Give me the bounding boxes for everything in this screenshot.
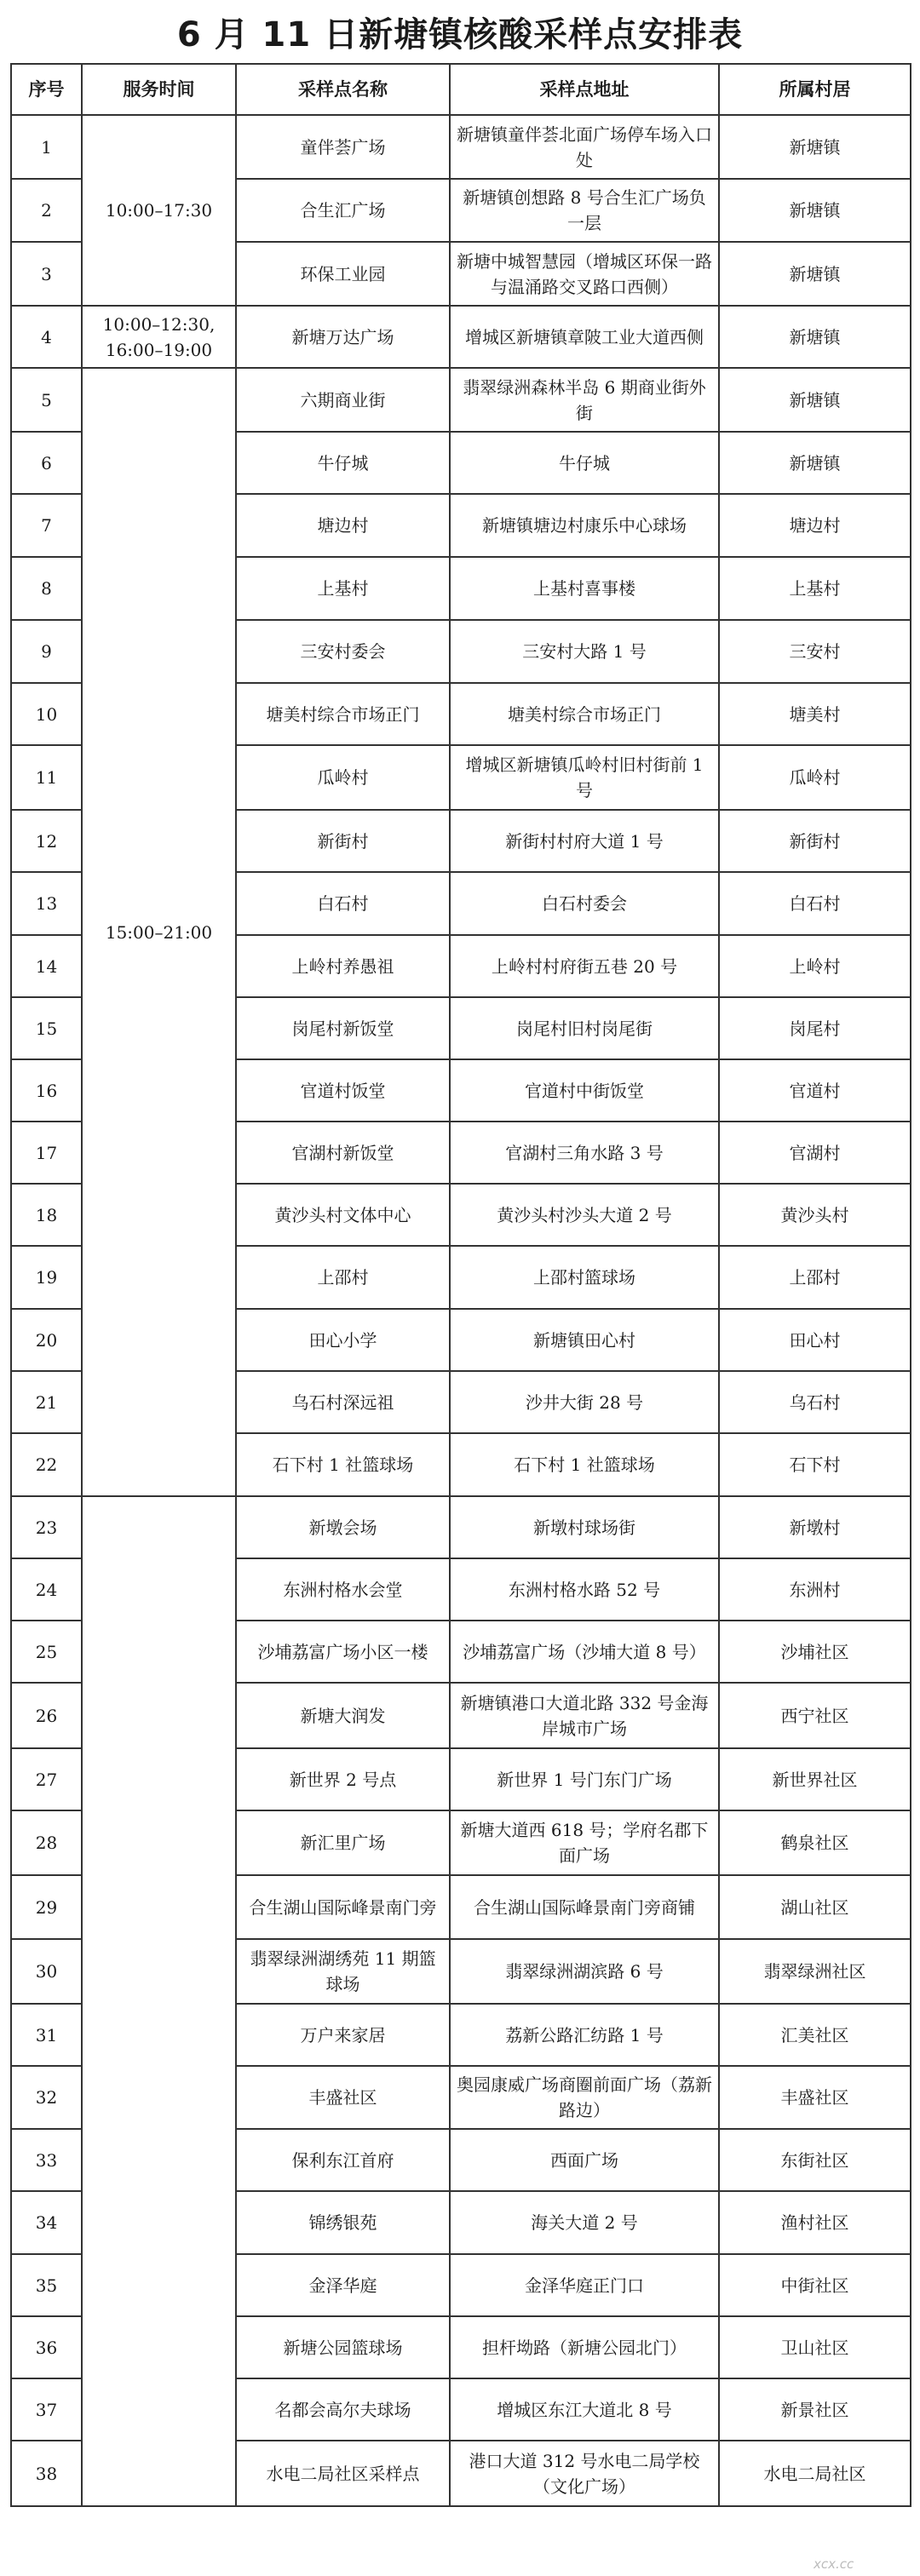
site-name: 乌石村深远祖 [236, 1371, 450, 1433]
site-address: 新塘镇童伴荟北面广场停车场入口处 [450, 115, 719, 179]
site-name: 新塘公园篮球场 [236, 2316, 450, 2378]
site-village: 东街社区 [719, 2129, 911, 2191]
table-row [11, 306, 911, 368]
site-village: 渔村社区 [719, 2191, 911, 2254]
row-index: 6 [11, 432, 82, 494]
site-address: 新塘镇塘边村康乐中心球场 [450, 494, 719, 557]
site-name: 塘边村 [236, 494, 450, 557]
sampling-schedule-table [10, 63, 911, 2507]
site-village: 翡翠绿洲社区 [719, 1939, 911, 2004]
site-name: 环保工业园 [236, 242, 450, 306]
site-address: 荔新公路汇纺路 1 号 [450, 2004, 719, 2066]
site-village: 卫山社区 [719, 2316, 911, 2378]
header-name: 采样点名称 [236, 64, 450, 115]
site-village: 新墩村 [719, 1496, 911, 1558]
row-index: 17 [11, 1122, 82, 1184]
row-index: 33 [11, 2129, 82, 2191]
site-address: 新塘大道西 618 号；学府名郡下面广场 [450, 1810, 719, 1875]
row-index: 13 [11, 872, 82, 935]
site-name: 三安村委会 [236, 620, 450, 683]
site-address: 增城区新塘镇章陂工业大道西侧 [450, 306, 719, 368]
site-name: 万户来家居 [236, 2004, 450, 2066]
site-village: 东洲村 [719, 1558, 911, 1621]
site-address: 增城区新塘镇瓜岭村旧村街前 1 号 [450, 745, 719, 810]
site-village: 沙埔社区 [719, 1621, 911, 1683]
site-address: 官道村中街饭堂 [450, 1059, 719, 1122]
site-name: 金泽华庭 [236, 2254, 450, 2316]
site-village: 丰盛社区 [719, 2066, 911, 2129]
row-index: 9 [11, 620, 82, 683]
site-address: 官湖村三角水路 3 号 [450, 1122, 719, 1184]
site-name: 上岭村养愚祖 [236, 935, 450, 997]
site-address: 牛仔城 [450, 432, 719, 494]
site-village: 白石村 [719, 872, 911, 935]
site-village: 中街社区 [719, 2254, 911, 2316]
site-name: 合生湖山国际峰景南门旁 [236, 1875, 450, 1939]
row-index: 30 [11, 1939, 82, 2004]
site-village: 新塘镇 [719, 242, 911, 306]
row-index: 28 [11, 1810, 82, 1875]
site-address: 上邵村篮球场 [450, 1246, 719, 1309]
site-address: 新塘镇港口大道北路 332 号金海岸城市广场 [450, 1683, 719, 1748]
site-village: 官道村 [719, 1059, 911, 1122]
site-village: 上基村 [719, 557, 911, 620]
site-village: 西宁社区 [719, 1683, 911, 1748]
site-address: 新世界 1 号门东门广场 [450, 1748, 719, 1810]
site-name: 上邵村 [236, 1246, 450, 1309]
site-address: 海关大道 2 号 [450, 2191, 719, 2254]
site-address: 岗尾村旧村岗尾街 [450, 997, 719, 1059]
site-address: 新塘中城智慧园（增城区环保一路与温涌路交叉路口西侧） [450, 242, 719, 306]
row-index: 34 [11, 2191, 82, 2254]
site-address: 黄沙头村沙头大道 2 号 [450, 1184, 719, 1246]
site-name: 上基村 [236, 557, 450, 620]
site-address: 新塘镇田心村 [450, 1309, 719, 1371]
site-address: 上基村喜事楼 [450, 557, 719, 620]
site-village: 鹤泉社区 [719, 1810, 911, 1875]
site-village: 三安村 [719, 620, 911, 683]
table-header-row [11, 64, 911, 115]
site-name: 新汇里广场 [236, 1810, 450, 1875]
site-village: 新塘镇 [719, 432, 911, 494]
site-village: 瓜岭村 [719, 745, 911, 810]
row-index: 5 [11, 368, 82, 432]
row-index: 25 [11, 1621, 82, 1683]
site-address: 担杆坳路（新塘公园北门） [450, 2316, 719, 2378]
site-address: 沙井大街 28 号 [450, 1371, 719, 1433]
site-village: 新塘镇 [719, 368, 911, 432]
site-name: 官湖村新饭堂 [236, 1122, 450, 1184]
site-name: 丰盛社区 [236, 2066, 450, 2129]
site-name: 童伴荟广场 [236, 115, 450, 179]
row-index: 18 [11, 1184, 82, 1246]
site-address: 上岭村村府街五巷 20 号 [450, 935, 719, 997]
row-index: 27 [11, 1748, 82, 1810]
site-name: 锦绣银苑 [236, 2191, 450, 2254]
row-index: 16 [11, 1059, 82, 1122]
site-village: 石下村 [719, 1433, 911, 1496]
site-address: 港口大道 312 号水电二局学校（文化广场） [450, 2441, 719, 2506]
site-village: 新塘镇 [719, 179, 911, 242]
row-index: 22 [11, 1433, 82, 1496]
row-index: 36 [11, 2316, 82, 2378]
site-village: 乌石村 [719, 1371, 911, 1433]
header-time: 服务时间 [82, 64, 236, 115]
row-index: 38 [11, 2441, 82, 2506]
site-address: 塘美村综合市场正门 [450, 683, 719, 745]
site-name: 沙埔荔富广场小区一楼 [236, 1621, 450, 1683]
service-time: 10:00–12:30, 16:00–19:00 [82, 306, 236, 368]
header-index: 序号 [11, 64, 82, 115]
site-village: 新街村 [719, 810, 911, 872]
row-index: 24 [11, 1558, 82, 1621]
site-village: 官湖村 [719, 1122, 911, 1184]
row-index: 35 [11, 2254, 82, 2316]
site-address: 新街村村府大道 1 号 [450, 810, 719, 872]
site-address: 三安村大路 1 号 [450, 620, 719, 683]
row-index: 32 [11, 2066, 82, 2129]
site-address: 东洲村格水路 52 号 [450, 1558, 719, 1621]
table-row [11, 115, 911, 179]
site-name: 新墩会场 [236, 1496, 450, 1558]
row-index: 3 [11, 242, 82, 306]
row-index: 31 [11, 2004, 82, 2066]
site-name: 六期商业街 [236, 368, 450, 432]
site-village: 塘边村 [719, 494, 911, 557]
site-name: 东洲村格水会堂 [236, 1558, 450, 1621]
row-index: 4 [11, 306, 82, 368]
site-name: 合生汇广场 [236, 179, 450, 242]
site-name: 翡翠绿洲湖绣苑 11 期篮球场 [236, 1939, 450, 2004]
row-index: 11 [11, 745, 82, 810]
site-village: 新世界社区 [719, 1748, 911, 1810]
row-index: 19 [11, 1246, 82, 1309]
row-index: 23 [11, 1496, 82, 1558]
site-name: 白石村 [236, 872, 450, 935]
row-index: 26 [11, 1683, 82, 1748]
site-village: 上邵村 [719, 1246, 911, 1309]
site-village: 上岭村 [719, 935, 911, 997]
site-village: 湖山社区 [719, 1875, 911, 1939]
site-address: 石下村 1 社篮球场 [450, 1433, 719, 1496]
watermark-logo: xcx.cc [814, 2556, 854, 2572]
site-name: 新塘万达广场 [236, 306, 450, 368]
table-body [11, 115, 911, 2506]
page-title: 6 月 11 日新塘镇核酸采样点安排表 [176, 14, 744, 55]
row-index: 14 [11, 935, 82, 997]
site-name: 名都会高尔夫球场 [236, 2378, 450, 2441]
site-address: 西面广场 [450, 2129, 719, 2191]
site-address: 新墩村球场街 [450, 1496, 719, 1558]
table-row [11, 1496, 911, 1558]
site-village: 田心村 [719, 1309, 911, 1371]
service-time: 10:00–17:30 [82, 115, 236, 306]
row-index: 20 [11, 1309, 82, 1371]
site-name: 新世界 2 号点 [236, 1748, 450, 1810]
site-village: 汇美社区 [719, 2004, 911, 2066]
row-index: 12 [11, 810, 82, 872]
site-address: 翡翠绿洲湖滨路 6 号 [450, 1939, 719, 2004]
site-name: 新街村 [236, 810, 450, 872]
site-address: 金泽华庭正门口 [450, 2254, 719, 2316]
site-village: 水电二局社区 [719, 2441, 911, 2506]
site-name: 石下村 1 社篮球场 [236, 1433, 450, 1496]
row-index: 15 [11, 997, 82, 1059]
row-index: 21 [11, 1371, 82, 1433]
header-village: 所属村居 [719, 64, 911, 115]
site-name: 官道村饭堂 [236, 1059, 450, 1122]
service-time: 15:00–21:00 [82, 368, 236, 1496]
service-time [82, 1496, 236, 2506]
site-address: 翡翠绿洲森林半岛 6 期商业街外街 [450, 368, 719, 432]
site-village: 新塘镇 [719, 306, 911, 368]
site-name: 牛仔城 [236, 432, 450, 494]
row-index: 1 [11, 115, 82, 179]
site-village: 黄沙头村 [719, 1184, 911, 1246]
site-address: 合生湖山国际峰景南门旁商铺 [450, 1875, 719, 1939]
site-address: 增城区东江大道北 8 号 [450, 2378, 719, 2441]
site-name: 瓜岭村 [236, 745, 450, 810]
row-index: 29 [11, 1875, 82, 1939]
site-address: 沙埔荔富广场（沙埔大道 8 号） [450, 1621, 719, 1683]
row-index: 7 [11, 494, 82, 557]
site-village: 塘美村 [719, 683, 911, 745]
row-index: 2 [11, 179, 82, 242]
site-name: 塘美村综合市场正门 [236, 683, 450, 745]
site-village: 新塘镇 [719, 115, 911, 179]
row-index: 10 [11, 683, 82, 745]
site-name: 水电二局社区采样点 [236, 2441, 450, 2506]
table-row [11, 368, 911, 432]
row-index: 8 [11, 557, 82, 620]
site-name: 岗尾村新饭堂 [236, 997, 450, 1059]
site-name: 新塘大润发 [236, 1683, 450, 1748]
site-address: 白石村委会 [450, 872, 719, 935]
header-address: 采样点地址 [450, 64, 719, 115]
site-village: 岗尾村 [719, 997, 911, 1059]
site-name: 田心小学 [236, 1309, 450, 1371]
site-address: 新塘镇创想路 8 号合生汇广场负一层 [450, 179, 719, 242]
site-village: 新景社区 [719, 2378, 911, 2441]
site-address: 奥园康威广场商圈前面广场（荔新路边） [450, 2066, 719, 2129]
site-name: 保利东江首府 [236, 2129, 450, 2191]
site-name: 黄沙头村文体中心 [236, 1184, 450, 1246]
row-index: 37 [11, 2378, 82, 2441]
